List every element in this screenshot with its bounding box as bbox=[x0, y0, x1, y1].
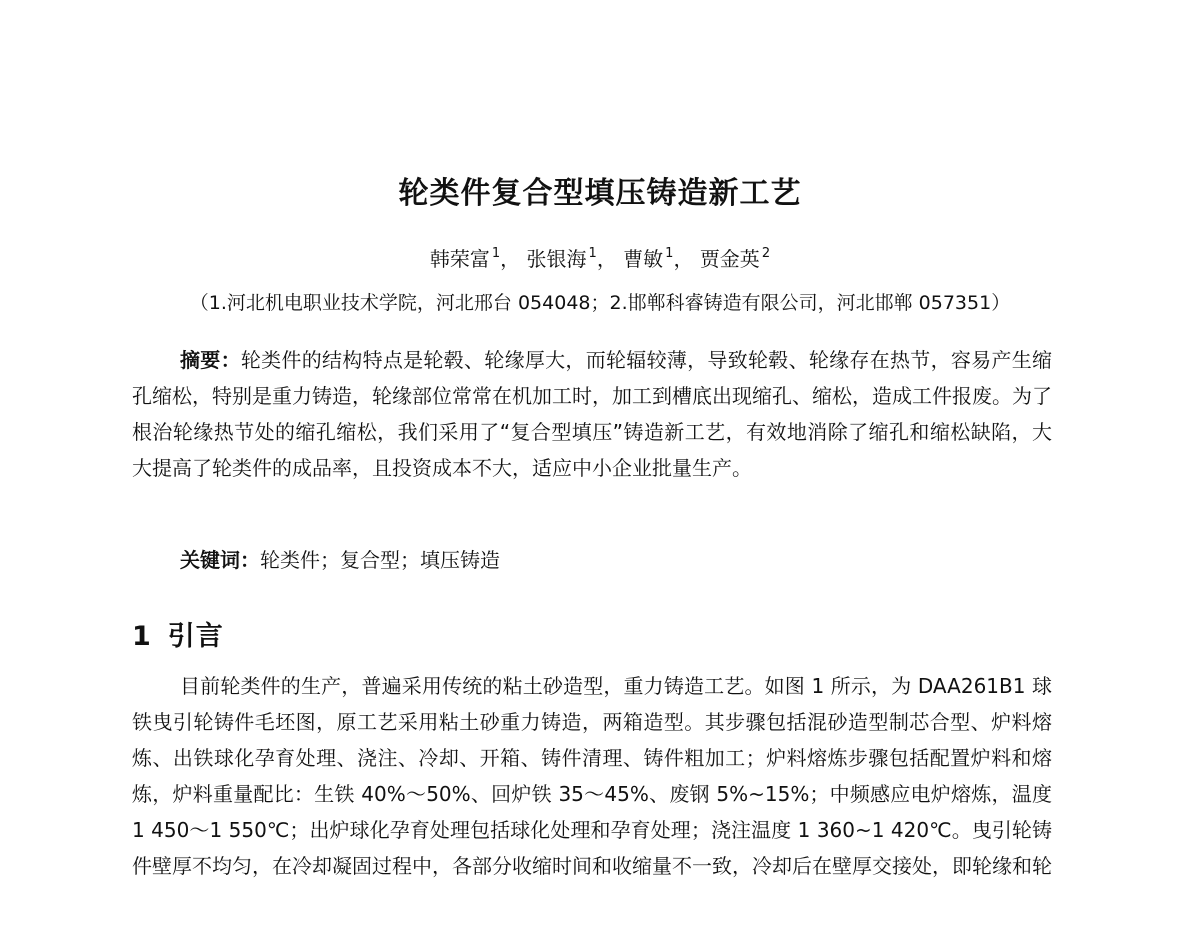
author-name: 张银海 bbox=[526, 247, 587, 271]
keywords-label: 关键词： bbox=[180, 548, 260, 572]
section-number: 1 bbox=[132, 621, 152, 652]
section-body: 目前轮类件的生产，普遍采用传统的粘土砂造型，重力铸造工艺。如图 1 所示，为 DAA261B1 球铁曳引轮铸件毛坯图，原工艺采用粘土砂重力铸造，两箱造型。其步骤包括混砂造型制芯合型、炉料熔炼、出铁球化孕育处理、浇注、冷却、开箱、铸件清理、铸件粗加工；炉料熔炼步骤包括配置炉料和熔炼，炉料重量配比：生铁 40%～50%、回炉铁 35～45%、废钢 5%~15%；中频感应电炉熔炼，温度 1 450～1 550℃；出炉球化孕育处理包括球化处理和孕育处理；浇注温度 1 360~1 420℃。曳引轮铸件壁厚不均匀，在冷却凝固过程中，各部分收缩时间和收缩量不一致，冷却后在壁厚交接处，即轮缘和轮 bbox=[132, 674, 1052, 878]
author-name: 曹敏 bbox=[623, 247, 664, 271]
abstract-label: 摘要： bbox=[180, 348, 241, 372]
section-heading bbox=[132, 614, 224, 653]
keywords-text: 轮类件；复合型；填压铸造 bbox=[260, 548, 500, 572]
author-separator: ， bbox=[673, 247, 694, 271]
abstract bbox=[132, 342, 1052, 486]
abstract-text: 轮类件的结构特点是轮毂、轮缘厚大，而轮辐较薄，导致轮毂、轮缘存在热节，容易产生缩孔缩松，特别是重力铸造，轮缘部位常常在机加工时，加工到槽底出现缩孔、缩松，造成工件报废。为了根治轮缘热节处的缩孔缩松，我们采用了“复合型填压”铸造新工艺，有效地消除了缩孔和缩松缺陷，大大提高了轮类件的成品率，且投资成本不大，适应中小企业批量生产。 bbox=[132, 348, 1053, 480]
keywords bbox=[180, 542, 1040, 578]
author-affiliation-mark: 1 bbox=[588, 246, 597, 261]
author-separator: ， bbox=[500, 247, 521, 271]
paper-title: 轮类件复合型填压铸造新工艺 bbox=[398, 176, 802, 211]
author-name: 韩荣富 bbox=[429, 247, 490, 271]
author-affiliation-mark: 1 bbox=[491, 246, 501, 261]
author-affiliation-mark: 2 bbox=[761, 246, 771, 261]
section-title: 引言 bbox=[167, 621, 224, 652]
author-separator: ， bbox=[596, 247, 617, 271]
author-affiliation-mark: 1 bbox=[665, 246, 674, 261]
affiliation: （1.河北机电职业技术学院，河北邢台 054048；2.邯郸科睿铸造有限公司，河北邯郸 057351） bbox=[189, 292, 1011, 314]
author-list bbox=[0, 243, 1200, 272]
author-name: 贾金英 bbox=[699, 247, 760, 271]
